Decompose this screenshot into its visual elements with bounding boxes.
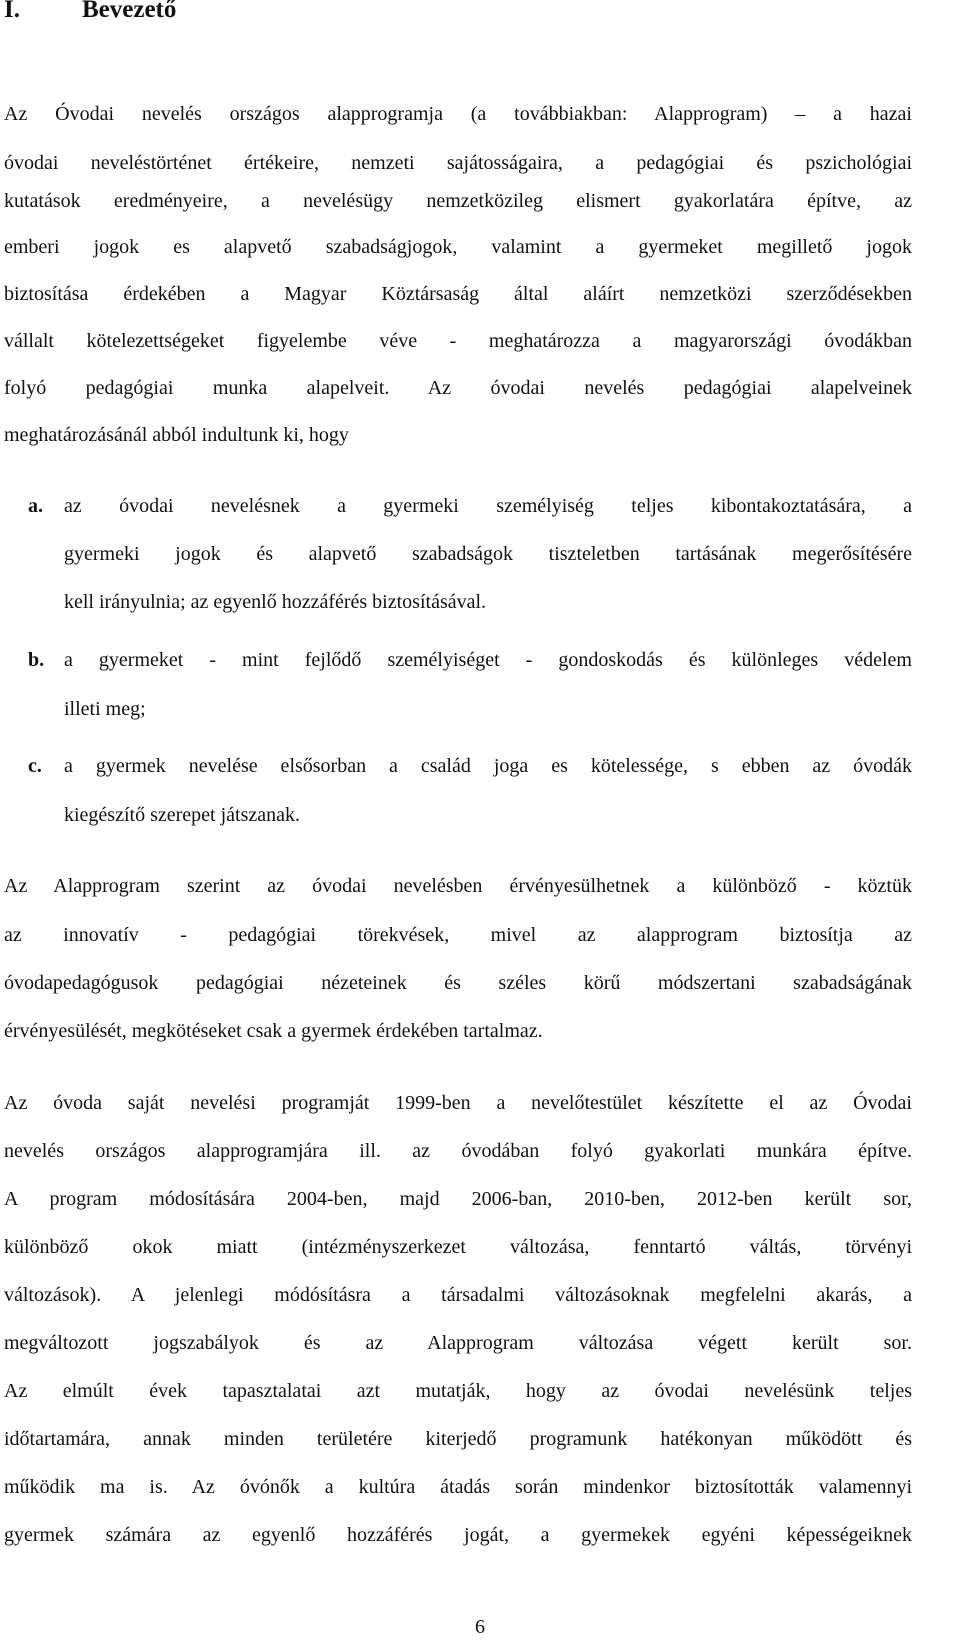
list-item-line: az óvodai nevelésnek a gyermeki személyiség teljes kibontakoztatására, a xyxy=(64,495,912,517)
text-line: folyó pedagógiai munka alapelveit. Az óvodai nevelés pedagógiai alapelveinek xyxy=(4,377,912,399)
text-line: különböző okok miatt (intézményszerkezet változása, fenntartó váltás, törvényi xyxy=(4,1236,912,1258)
list-item-line: kell irányulnia; az egyenlő hozzáférés biztosításával. xyxy=(64,591,487,613)
text-line: érvényesülését, megkötéseket csak a gyermek érdekében tartalmaz. xyxy=(4,1020,543,1042)
text-line: Az óvoda saját nevelési programját 1999-ben a nevelőtestület készítette el az Óvodai xyxy=(4,1092,912,1114)
text-line: biztosítása érdekében a Magyar Köztársaság által aláírt nemzetközi szerződésekben xyxy=(4,283,912,305)
list-label: b. xyxy=(28,649,45,671)
text-line: gyermek számára az egyenlő hozzáférés jogát, a gyermekek egyéni képességeiknek xyxy=(4,1524,912,1546)
text-line: Az Óvodai nevelés országos alapprogramja (a továbbiakban: Alapprogram) – a hazai xyxy=(4,103,912,125)
section-number: I. xyxy=(4,0,20,23)
list-item-line: gyermeki jogok és alapvető szabadságok tiszteletben tartásának megerősítésére xyxy=(64,543,912,565)
list-label: c. xyxy=(28,755,42,777)
text-line: Az elmúlt évek tapasztalatai azt mutatják, hogy az óvodai nevelésünk teljes xyxy=(4,1380,912,1402)
text-line: megváltozott jogszabályok és az Alapprogram változása végett került sor. xyxy=(4,1332,912,1354)
text-line: időtartamára, annak minden területére kiterjedő programunk hatékonyan működött és xyxy=(4,1428,912,1450)
text-line: az innovatív - pedagógiai törekvések, mivel az alapprogram biztosítja az xyxy=(4,924,912,946)
text-line: emberi jogok es alapvető szabadságjogok, valamint a gyermeket megillető jogok xyxy=(4,236,912,258)
text-line: Az Alapprogram szerint az óvodai nevelésben érvényesülhetnek a különböző - köztük xyxy=(4,875,912,897)
text-line: vállalt kötelezettségeket figyelembe véve - meghatározza a magyarországi óvodákban xyxy=(4,330,912,352)
section-title: Bevezető xyxy=(82,0,177,23)
text-line: óvodapedagógusok pedagógiai nézeteinek és széles körű módszertani szabadságának xyxy=(4,972,912,994)
list-label: a. xyxy=(28,495,43,517)
list-item-line: a gyermeket - mint fejlődő személyiséget - gondoskodás és különleges védelem xyxy=(64,649,912,671)
text-line: óvodai neveléstörténet értékeire, nemzeti sajátosságaira, a pedagógiai és pszichológiai xyxy=(4,152,912,174)
text-line: működik ma is. Az óvónők a kultúra átadás során mindenkor biztosították valamennyi xyxy=(4,1476,912,1498)
text-line: A program módosítására 2004-ben, majd 2006-ban, 2010-ben, 2012-ben került sor, xyxy=(4,1188,912,1210)
text-line: nevelés országos alapprogramjára ill. az óvodában folyó gyakorlati munkára építve. xyxy=(4,1140,912,1162)
text-line: változások). A jelenlegi módósításra a társadalmi változásoknak megfelelni akarás, a xyxy=(4,1284,912,1306)
text-line: kutatások eredményeire, a nevelésügy nemzetközileg elismert gyakorlatára építve, az xyxy=(4,190,912,212)
text-line: meghatározásánál abból indultunk ki, hogy xyxy=(4,424,349,446)
page-number: 6 xyxy=(475,1616,485,1638)
section-heading xyxy=(4,0,176,24)
list-item-line: a gyermek nevelése elsősorban a család joga es kötelessége, s ebben az óvodák xyxy=(64,755,912,777)
list-item-line: kiegészítő szerepet játszanak. xyxy=(64,804,300,826)
list-item-line: illeti meg; xyxy=(64,698,146,720)
